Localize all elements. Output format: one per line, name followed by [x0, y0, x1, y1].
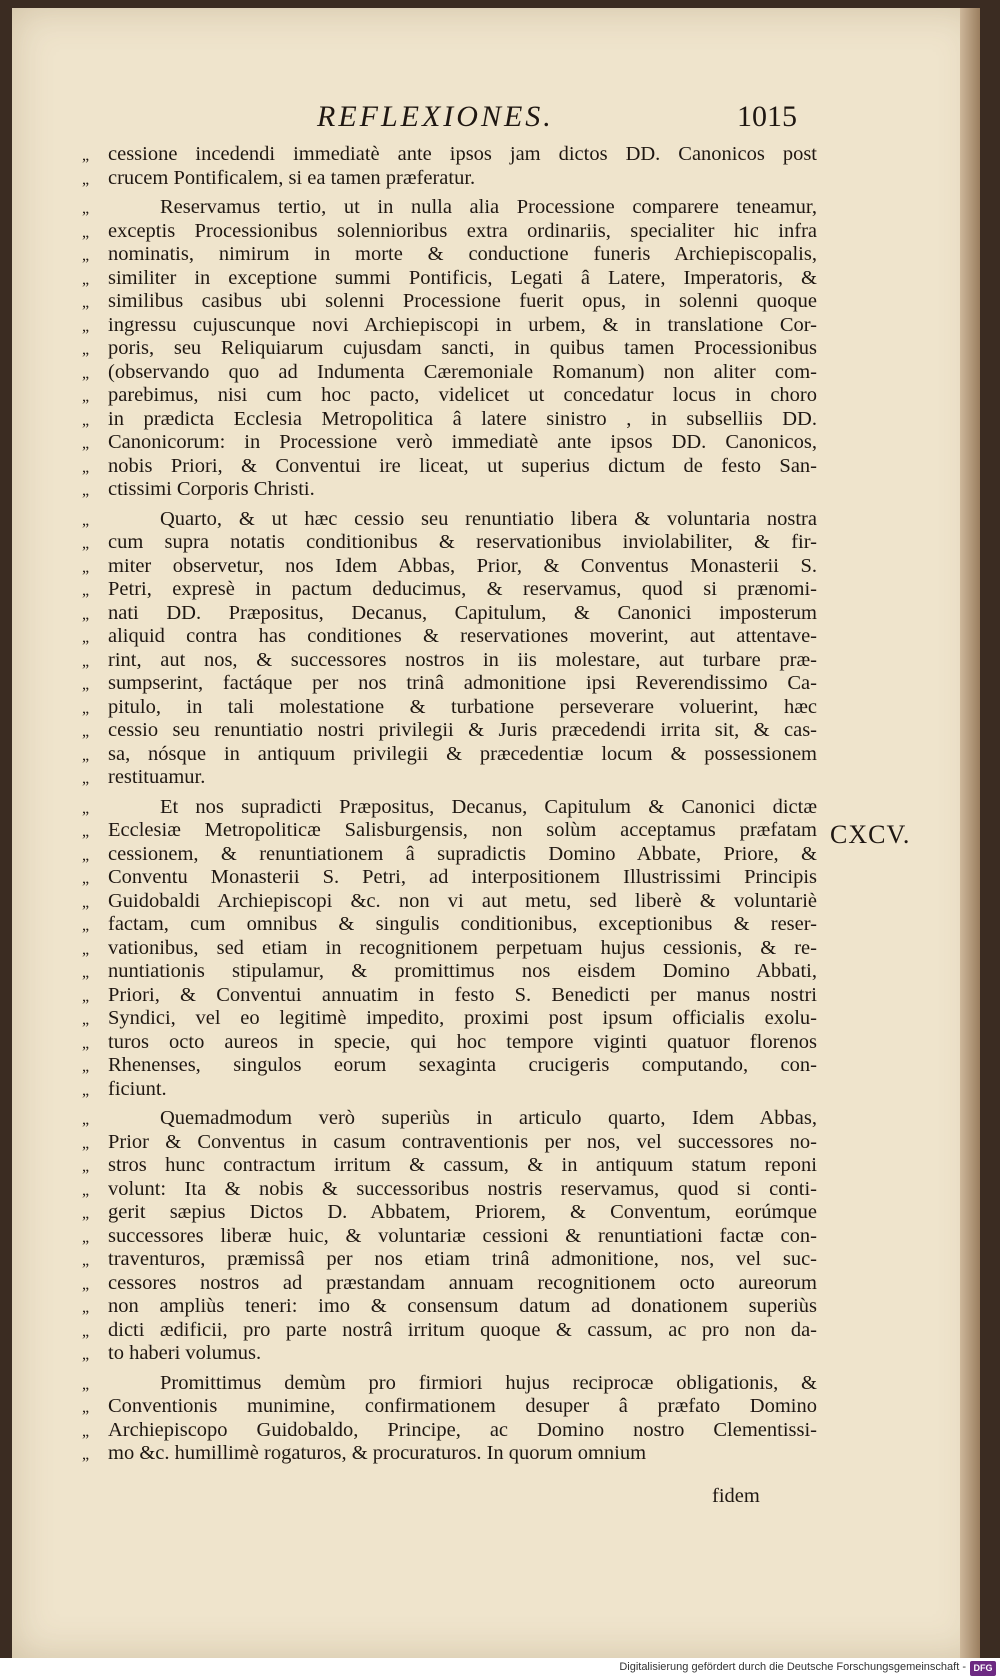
quotation-mark: „	[82, 435, 90, 452]
quotation-mark: „	[82, 558, 90, 576]
line-text: Syndici, vel eo legitimè impedito, proximi post ipsum officialis exolu-	[108, 1007, 817, 1029]
line-text: to haberi volumus.	[108, 1342, 262, 1364]
line-text: crucem Pontificalem, si ea tamen præferatur.	[108, 166, 476, 189]
line-text: nati DD. Præpositus, Decanus, Capitulum, & Canonici imposterum	[108, 601, 817, 624]
line-text: nominatis, nimirum in morte & conductione funeris Archiepiscopalis,	[108, 243, 817, 265]
line-text: Prior & Conventus in casum contraventionis per nos, vel successores no-	[108, 1130, 817, 1153]
line-text: in prædicta Ecclesia Metropolitica â latere sinistro , in subselliis DD.	[108, 407, 817, 430]
line-text: volunt: Ita & nobis & successoribus nostris reservamus, quod si conti-	[108, 1177, 817, 1200]
text-line	[82, 1078, 817, 1102]
quotation-mark: „	[82, 1205, 90, 1222]
text-line	[82, 1248, 817, 1272]
quotation-mark: „	[82, 1275, 90, 1293]
book-edge	[960, 8, 980, 1658]
quotation-mark: „	[82, 1058, 90, 1075]
line-text: restituamur.	[108, 766, 206, 788]
line-text: aliquid contra has conditiones & reservationes moverint, aut attentave-	[108, 625, 817, 647]
line-text: rint, aut nos, & successores nostros in iis molestare, aut turbare præ-	[108, 648, 817, 671]
text-line	[82, 531, 817, 555]
quotation-mark: „	[82, 846, 90, 864]
quotation-mark: „	[82, 723, 90, 740]
line-text: Reservamus tertio, ut in nulla alia Processione comparere teneamur,	[160, 196, 817, 218]
quotation-mark: „	[82, 1111, 90, 1128]
quotation-mark: „	[82, 294, 90, 311]
quotation-mark: „	[82, 170, 90, 188]
text-line	[82, 267, 817, 291]
text-line	[82, 649, 817, 673]
quotation-mark: „	[82, 1422, 90, 1440]
text-line	[82, 1225, 817, 1249]
quotation-mark: „	[82, 200, 90, 217]
quotation-mark: „	[82, 223, 90, 241]
text-line	[82, 167, 817, 191]
quotation-mark: „	[82, 1446, 90, 1463]
line-text: factam, cum omnibus & singulis conditionibus, exceptionibus & reser-	[108, 913, 817, 935]
text-line	[82, 1107, 817, 1131]
text-line	[82, 555, 817, 579]
line-text: Quemadmodum verò superiùs in articulo quarto, Idem Abbas,	[160, 1107, 817, 1129]
line-text: stros hunc contractum irritum & cassum, & in antiquum statum reponi	[108, 1154, 817, 1176]
text-line	[82, 220, 817, 244]
quotation-mark: „	[82, 1252, 90, 1269]
quotation-mark: „	[82, 870, 90, 887]
line-text: Priori, & Conventui annuatim in festo S. Benedicti per manus nostri	[108, 983, 817, 1006]
text-line	[82, 719, 817, 743]
text-line	[82, 1007, 817, 1031]
paragraph	[82, 1107, 817, 1366]
line-text: exceptis Processionibus solennioribus extra ordinariis, specialiter hic infra	[108, 219, 817, 242]
line-text: cum supra notatis conditionibus & reservationibus inviolabiliter, & fir-	[108, 531, 817, 553]
text-line	[82, 766, 817, 790]
text-line	[82, 408, 817, 432]
text-line	[82, 455, 817, 479]
line-text: parebimus, nisi cum hoc pacto, videlicet ut concedatur locus in choro	[108, 384, 817, 406]
quotation-mark: „	[82, 987, 90, 1005]
quotation-mark: „	[82, 1134, 90, 1152]
line-text: Conventionis munimine, confirmationem desuper â præfato Domino	[108, 1395, 817, 1417]
line-text: Guidobaldi Archiepiscopi &c. non vi aut metu, sed liberè & voluntariè	[108, 889, 817, 912]
text-line	[82, 1154, 817, 1178]
text-line	[82, 625, 817, 649]
line-text: nuntiationis stipulamur, & promittimus nos eisdem Domino Abbati,	[108, 960, 817, 982]
text-line	[82, 1031, 817, 1055]
text-line	[82, 290, 817, 314]
text-line	[82, 478, 817, 502]
quotation-mark: „	[82, 1228, 90, 1246]
line-text: ctissimi Corporis Christi.	[108, 478, 315, 500]
quotation-mark: „	[82, 1299, 90, 1316]
text-line	[82, 1131, 817, 1155]
text-line	[82, 1295, 817, 1319]
text-line	[82, 1442, 817, 1466]
text-line	[82, 937, 817, 961]
line-text: cessionem, & renuntiationem â supradictis Domino Abbate, Priore, &	[108, 842, 817, 865]
quotation-mark: „	[82, 676, 90, 693]
quotation-mark: „	[82, 1346, 90, 1363]
quotation-mark: „	[82, 1158, 90, 1175]
line-text: turos octo aureos in specie, qui hoc tempore viginti quatuor florenos	[108, 1030, 817, 1053]
line-text: Quarto, & ut hæc cessio seu renuntiatio libera & voluntaria nostra	[160, 507, 817, 530]
line-text: traventuros, præmissâ per nos etiam trinâ admonitione, nos, vel suc-	[108, 1248, 817, 1270]
text-line	[82, 384, 817, 408]
text-line	[82, 1419, 817, 1443]
line-text: cessione incedendi immediatè ante ipsos jam dictos DD. Canonicos post	[108, 143, 817, 165]
footer-credit: Digitalisierung gefördert durch die Deutsche Forschungsgemeinschaft -	[619, 1661, 966, 1673]
text-line	[82, 1319, 817, 1343]
paragraph	[82, 1372, 817, 1466]
quotation-mark: „	[82, 1375, 90, 1393]
text-line	[82, 361, 817, 385]
quotation-mark: „	[82, 799, 90, 817]
line-text: pitulo, in tali molestatione & turbatione perseverare voluerint, hæc	[108, 695, 817, 718]
paragraph	[82, 196, 817, 502]
quotation-mark: „	[82, 823, 90, 840]
line-text: gerit sæpius Dictos D. Abbatem, Priorem, & Conventum, eorúmque	[108, 1201, 817, 1223]
quotation-mark: „	[82, 1011, 90, 1028]
line-text: similiter in exceptione summi Pontificis, Legati â Latere, Imperatoris, &	[108, 266, 817, 289]
line-text: ficiunt.	[108, 1077, 167, 1100]
line-text: vationibus, sed etiam in recognitionem perpetuam hujus cessionis, & re-	[108, 936, 817, 959]
text-line	[82, 431, 817, 455]
line-text: successores liberæ huic, & voluntariæ cessioni & renuntiationi factæ con-	[108, 1224, 817, 1247]
line-text: cessio seu renuntiatio nostri privilegii & Juris præcedendi irrita sit, & cas-	[108, 719, 817, 741]
text-line	[82, 1178, 817, 1202]
text-line	[82, 578, 817, 602]
quotation-mark: „	[82, 364, 90, 382]
text-line	[82, 314, 817, 338]
quotation-mark: „	[82, 458, 90, 476]
text-line	[82, 1054, 817, 1078]
paragraph	[82, 796, 817, 1102]
line-text: poris, seu Reliquiarum cujusdam sancti, in quibus tamen Processionibus	[108, 337, 817, 359]
quotation-mark: „	[82, 270, 90, 288]
quotation-mark: „	[82, 388, 90, 405]
paragraph	[82, 143, 817, 190]
quotation-mark: „	[82, 317, 90, 335]
text-line	[82, 1395, 817, 1419]
line-text: miter observetur, nos Idem Abbas, Prior, & Conventus Monasterii S.	[108, 554, 817, 577]
text-line	[82, 984, 817, 1008]
quotation-mark: „	[82, 652, 90, 670]
paragraph	[82, 508, 817, 790]
line-text: Ecclesiæ Metropoliticæ Salisburgensis, non solùm acceptamus præfatam	[108, 819, 817, 841]
quotation-mark: „	[82, 629, 90, 646]
line-text: cessores nostros ad præstandam annuam recognitionem octo aureorum	[108, 1271, 817, 1294]
text-line	[82, 743, 817, 767]
quotation-mark: „	[82, 893, 90, 911]
digitization-footer	[0, 1658, 1000, 1680]
text-line	[82, 819, 817, 843]
text-line	[82, 602, 817, 626]
main-text	[82, 143, 817, 1472]
line-text: Archiepiscopo Guidobaldo, Principe, ac Domino nostro Clementissi-	[108, 1418, 817, 1441]
text-line	[82, 843, 817, 867]
quotation-mark: „	[82, 1181, 90, 1199]
text-line	[82, 1201, 817, 1225]
quotation-mark: „	[82, 964, 90, 981]
page-number: 1015	[737, 100, 797, 133]
text-line	[82, 960, 817, 984]
dfg-logo: DFG	[970, 1661, 996, 1676]
margin-note: CXCV.	[830, 820, 911, 849]
line-text: Promittimus demùm pro firmiori hujus reciprocæ obligationis, &	[160, 1371, 817, 1394]
text-line	[82, 143, 817, 167]
quotation-mark: „	[82, 147, 90, 164]
quotation-mark: „	[82, 247, 90, 264]
quotation-mark: „	[82, 1399, 90, 1416]
quotation-mark: „	[82, 746, 90, 764]
text-line	[82, 508, 817, 532]
page-header	[317, 100, 797, 140]
line-text: similibus casibus ubi solenni Processione fuerit opus, in solenni quoque	[108, 290, 817, 312]
quotation-mark: „	[82, 1081, 90, 1099]
quotation-mark: „	[82, 699, 90, 717]
text-line	[82, 243, 817, 267]
quotation-mark: „	[82, 605, 90, 623]
quotation-mark: „	[82, 940, 90, 958]
catchword: fidem	[712, 1485, 760, 1507]
quotation-mark: „	[82, 411, 90, 429]
text-line	[82, 796, 817, 820]
quotation-mark: „	[82, 917, 90, 934]
line-text: Conventu Monasterii S. Petri, ad interpositionem Illustrissimi Principis	[108, 866, 817, 888]
line-text: (observando quo ad Indumenta Cæremoniale Romanum) non aliter com-	[108, 360, 817, 383]
line-text: Petri, expresè in pactum deducimus, & reservamus, quod si prænomi-	[108, 578, 817, 600]
quotation-mark: „	[82, 770, 90, 787]
line-text: Canonicorum: in Processione verò immediatè ante ipsos DD. Canonicos,	[108, 431, 817, 453]
line-text: sa, nósque in antiquum privilegii & præcedentiæ locum & possessionem	[108, 742, 817, 765]
quotation-mark: „	[82, 535, 90, 552]
quotation-mark: „	[82, 582, 90, 599]
text-line	[82, 337, 817, 361]
text-line	[82, 866, 817, 890]
quotation-mark: „	[82, 1034, 90, 1052]
line-text: non ampliùs teneri: imo & consensum datum ad donationem superiùs	[108, 1295, 817, 1317]
line-text: dicti ædificii, pro parte nostrâ irritum quoque & cassum, ac pro non da-	[108, 1318, 817, 1341]
quotation-mark: „	[82, 482, 90, 499]
text-line	[82, 196, 817, 220]
running-title: REFLEXIONES.	[317, 100, 554, 133]
quotation-mark: „	[82, 341, 90, 358]
line-text: Rhenenses, singulos eorum sexaginta crucigeris computando, con-	[108, 1054, 817, 1076]
text-line	[82, 1372, 817, 1396]
text-line	[82, 696, 817, 720]
quotation-mark: „	[82, 1322, 90, 1340]
line-text: ingressu cujuscunque novi Archiepiscopi in urbem, & in translatione Cor-	[108, 313, 817, 336]
text-line	[82, 913, 817, 937]
quotation-mark: „	[82, 511, 90, 529]
text-line	[82, 1342, 817, 1366]
line-text: nobis Priori, & Conventui ire liceat, ut superius dictum de festo San-	[108, 454, 817, 477]
line-text: sumpserint, factáque per nos trinâ admonitione ipsi Reverendissimo Ca-	[108, 672, 817, 694]
text-line	[82, 672, 817, 696]
line-text: Et nos supradicti Præpositus, Decanus, Capitulum & Canonici dictæ	[160, 795, 817, 818]
book-page	[12, 8, 980, 1658]
line-text: mo &c. humillimè rogaturos, & procuraturos. In quorum omnium	[108, 1442, 647, 1464]
text-line	[82, 890, 817, 914]
text-line	[82, 1272, 817, 1296]
